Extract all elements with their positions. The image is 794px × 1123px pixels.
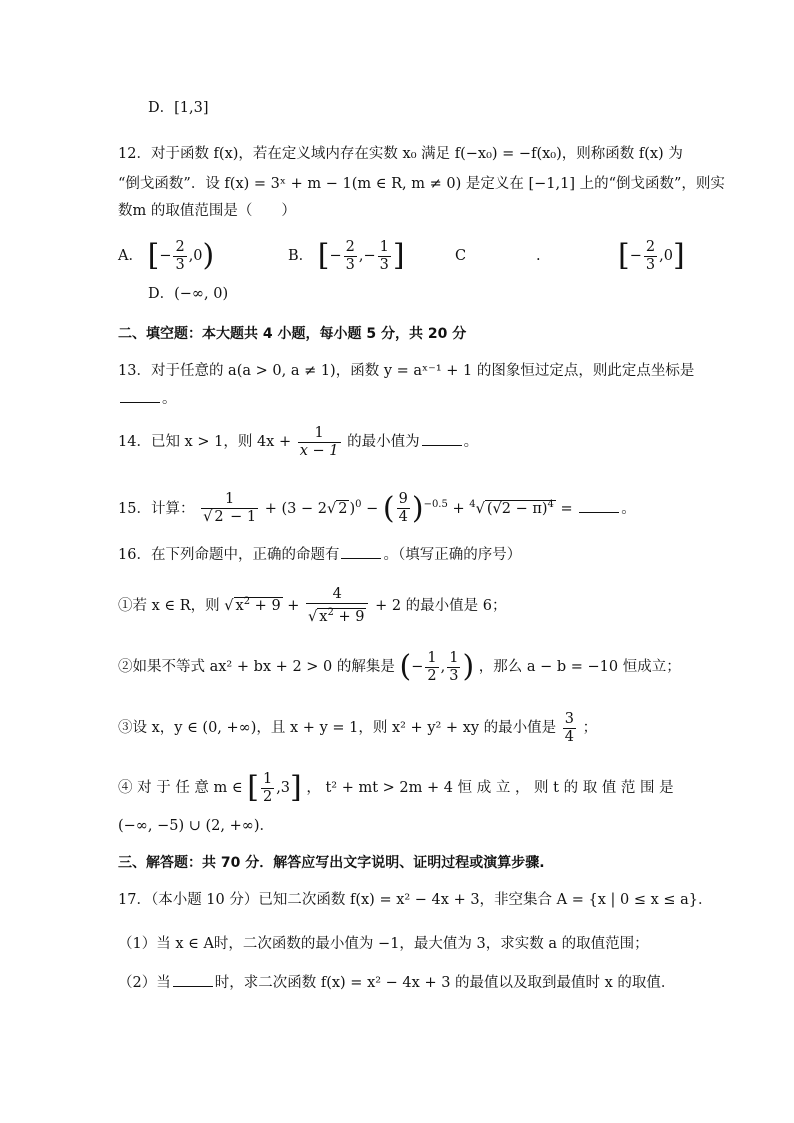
- q12-line-1: 12．对于函数 f(x)，若在定义域内存在实数 x₀ 满足 f(−x₀) = −f(x₀)，则称函数 f(x) 为: [118, 146, 683, 162]
- q16-answer-blank: [341, 544, 381, 559]
- q12-option-a: A． [− $\frac{2}{3}$ ,0): [118, 238, 215, 273]
- q15: 15．计算： $\frac{1}{√ 2 - 1}$ + (3 − 2√ 2 )$^0$ − ( $\frac{9}{4}$ )$^{-0.5}$ + $^4$√ $(√2 - \pi)^4$ = 。: [118, 490, 636, 526]
- q12-line-3: 数m 的取值范围是（ ）: [118, 203, 296, 219]
- q16-proposition-4-line-2: (−∞, −5) ∪ (2, +∞)．: [118, 818, 274, 834]
- q14-answer-blank: [422, 431, 462, 446]
- q12-option-c-label: C: [455, 248, 467, 264]
- q14: 14．已知 x > 1，则 4x + $\frac{1}{x - 1}$ 的最小值为 。: [118, 424, 479, 459]
- q17-line-1: 17．（本小题 10 分）已知二次函数 f(x) = x² − 4x + 3，非空集合 A = {x | 0 ≤ x ≤ a}．: [118, 892, 713, 908]
- q11-option-d: D．[1,3]: [148, 100, 209, 116]
- q16-proposition-1: ①若 x ∈ R，则 √ $x^2 + 9$ + $\frac{4}{√ x^2 + 9}$ + 2 的最小值是 6；: [118, 585, 507, 625]
- q13-answer-blank: [120, 388, 160, 403]
- q17-part-2: （2）当 时，求二次函数 f(x) = x² − 4x + 3 的最值以及取到最值时 x 的取值．: [118, 972, 676, 993]
- q12-option-d: D．(−∞, 0): [148, 286, 229, 302]
- q13-line-2: 。: [118, 388, 676, 409]
- q12-option-c-value: [− $\frac{2}{3}$ ,0]: [618, 238, 685, 273]
- q17-part-1: （1）当 x ∈ A时，二次函数的最小值为 −1，最大值为 3，求实数 a 的取值范围；: [118, 936, 649, 952]
- q15-answer-blank: [579, 498, 619, 513]
- section-2-title: 二、填空题：本大题共 4 小题，每小题 5 分，共 20 分: [118, 326, 467, 342]
- q16-proposition-3: ③设 x，y ∈ (0, +∞)，且 x + y = 1，则 x² + y² + xy 的最小值是 $\frac{3}{4}$ ；: [118, 710, 598, 745]
- section-3-title: 三、解答题：共 70 分．解答应写出文字说明、证明过程或演算步骤.: [118, 855, 545, 871]
- q12-line-2: “倒戈函数”．设 f(x) = 3ˣ + m − 1(m ∈ R, m ≠ 0) 是定义在 [−1,1] 上的“倒戈函数”，则实: [118, 176, 725, 192]
- q16-line-1: 16．在下列命题中，正确的命题有 。（填写正确的序号）: [118, 544, 676, 565]
- q12-option-b: B． [− $\frac{2}{3}$ ,− $\frac{1}{3}$ ]: [288, 238, 405, 273]
- q12-option-c-dot: .: [536, 248, 541, 264]
- q16-proposition-2: ②如果不等式 ax² + bx + 2 > 0 的解集是 (− $\frac{1}{2}$ , $\frac{1}{3}$ ) ，那么 a − b = −10 恒成立；: [118, 649, 681, 684]
- q17-part-2-blank: [173, 972, 213, 987]
- q12-options-row: [118, 234, 685, 278]
- q16-proposition-4: ④ 对 于 任 意 m ∈ [ $\frac{1}{2}$ ,3] ， t² + mt > 2m + 4 恒 成 立 ， 则 t 的 取 值 范 围 是: [118, 770, 674, 805]
- q13-line-1: 13．对于任意的 a(a > 0, a ≠ 1)，函数 y = aˣ⁻¹ + 1 的图象恒过定点，则此定点坐标是: [118, 363, 695, 379]
